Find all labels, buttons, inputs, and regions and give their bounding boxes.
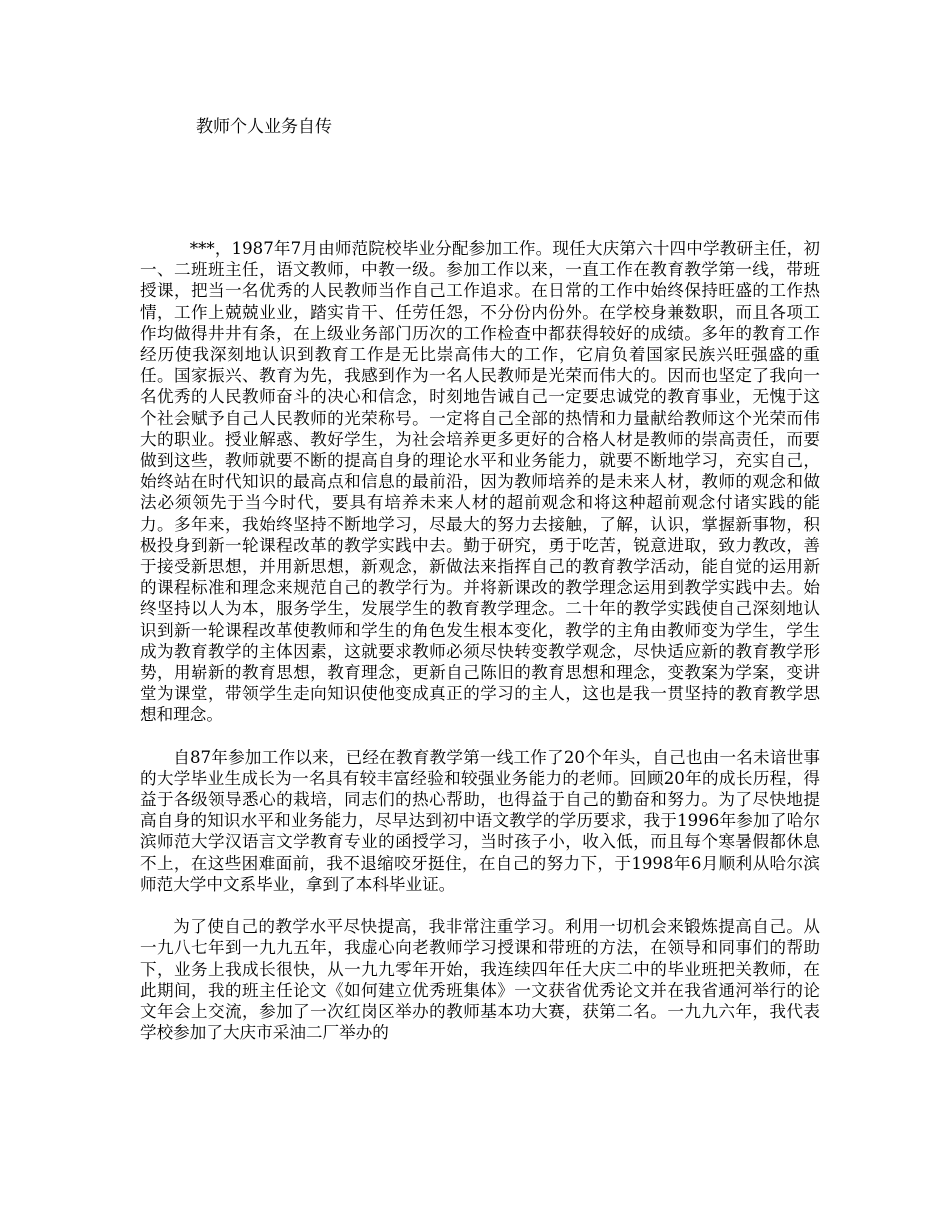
document-title: 教师个人业务自传 bbox=[196, 117, 332, 137]
paragraph-2: 自87年参加工作以来，已经在教育教学第一线工作了20个年头，自己也由一名未谙世事的大学毕业生成长为一名具有较丰富经验和较强业务能力的老师。回顾20年的成长历程，得益于各级领导悉心的栽培，同志们的热心帮助，也得益于自己的勤奋和努力。为了尽快地提高自身的知识水平和业务能力，尽早达到初中语文教学的学历要求，我于1996年参加了哈尔滨师范大学汉语言文学教育专业的函授学习，当时孩子小，收入低，而且每个寒暑假都休息不上，在这些困难面前，我不退缩咬牙挺住，在自己的努力下，于1998年6月顺利从哈尔滨师范大学中文系毕业，拿到了本科毕业证。 bbox=[140, 747, 820, 894]
document-body bbox=[140, 238, 820, 1064]
paragraph-3: 为了使自己的教学水平尽快提高，我非常注重学习。利用一切机会来锻炼提高自己。从一九八七年到一九九五年，我虚心向老教师学习授课和带班的方法，在领导和同事们的帮助下，业务上我成长很快，从一九九零年开始，我连续四年任大庆二中的毕业班把关教师，在此期间，我的班主任论文《如何建立优秀班集体》一文获省优秀论文并在我省通河举行的论文年会上交流，参加了一次红岗区举办的教师基本功大赛，获第二名。一九九六年，我代表学校参加了大庆市采油二厂举办的 bbox=[140, 917, 820, 1043]
paragraph-1: ***，1987年7月由师范院校毕业分配参加工作。现任大庆第六十四中学教研主任，初一、二班班主任，语文教师，中教一级。参加工作以来，一直工作在教育教学第一线，带班授课，把当一名优秀的人民教师当作自己工作追求。在日常的工作中始终保持旺盛的工作热情，工作上兢兢业业，踏实肯干、任劳任怨，不分份内份外。在学校身兼数职，而且各项工作均做得井井有条，在上级业务部门历次的工作检查中都获得较好的成绩。多年的教育工作经历使我深刻地认识到教育工作是无比崇高伟大的工作，它肩负着国家民族兴旺强盛的重任。国家振兴、教育为先，我感到作为一名人民教师是光荣而伟大的。因而也坚定了我向一名优秀的人民教师奋斗的决心和信念，时刻地告诫自己一定要忠诚党的教育事业，无愧于这个社会赋予自己人民教师的光荣称号。一定将自己全部的热情和力量献给教师这个光荣而伟大的职业。授业解惑、教好学生，为社会培养更多更好的合格人材是教师的崇高责任，而要做到这些，教师就要不断的提高自身的理论水平和业务能力，就要不断地学习，充实自己，始终站在时代知识的最高点和信息的最前沿，因为教师培养的是未来人材，教师的观念和做法必须领先于当今时代，要具有培养未来人材的超前观念和将这种超前观念付诸实践的能力。多年来，我始终坚持不断地学习，尽最大的努力去接触，了解，认识，掌握新事物，积极投身到新一轮课程改革的教学实践中去。勤于研究，勇于吃苦，锐意进取，致力教改，善于接受新思想，并用新思想，新观念，新做法来指挥自己的教育教学活动，能自觉的运用新的课程标准和理念来规范自己的教学行为。并将新课改的教学理念运用到教学实践中去。始终坚持以人为本，服务学生，发展学生的教育教学理念。二十年的教学实践使自己深刻地认识到新一轮课程改革使教师和学生的角色发生根本变化，教学的主角由教师变为学生，学生成为教育教学的主体因素，这就要求教师必须尽快转变教学观念，尽快适应新的教育教学形势，用崭新的教育思想，教育理念，更新自己陈旧的教育思想和理念，变教案为学案，变讲堂为课堂，带领学生走向知识使他变成真正的学习的主人，这也是我一贯坚持的教育教学思想和理念。 bbox=[140, 239, 820, 725]
